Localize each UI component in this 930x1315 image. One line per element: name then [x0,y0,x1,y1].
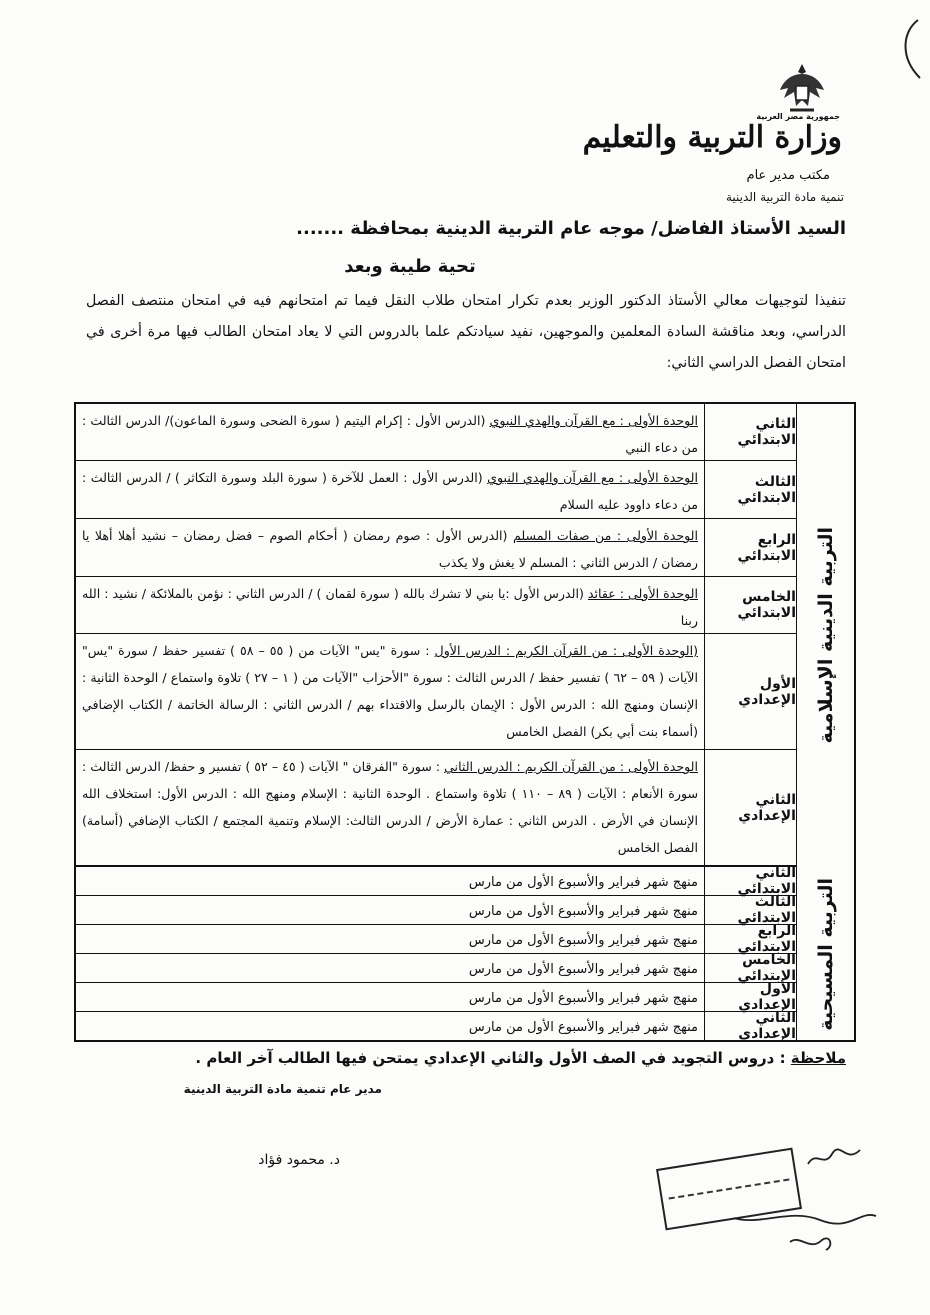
table-row [76,519,796,577]
office-label: مكتب مدير عام [746,168,830,183]
table-row [76,983,796,1012]
lessons-cell: منهج شهر فبراير والأسبوع الأول من مارس [468,962,698,977]
lessons-cell: الوحدة الأولى : مع القرآن والهدي النبوي (الدرس الأول : إكرام اليتيم ( سورة الضحى وسورة الماعون)/ الدرس الثالث : من دعاء النبي [82,413,698,455]
grade-cell: الرابع الابتدائي [704,519,796,576]
subject-cell-islamic: التربية الدينية الإسلامية [796,404,854,867]
lessons-cell: الوحدة الأولى : مع القرآن والهدي النبوي (الدرس الأول : العمل للآخرة ( سورة البلد وسورة التكاثر ) / الدرس الثالث : من دعاء داوود عليه السلام [82,470,698,512]
table-row [76,925,796,954]
grade-cell: الثاني الابتدائي [704,404,796,460]
subject-cell-christian: التربية المسيحية [796,867,854,1042]
table-row [76,896,796,925]
table-row [76,404,796,461]
republic-label: جمهورية مصر العربية [756,112,840,121]
grade-cell: الأول الإعدادي [704,634,796,749]
table-row [76,750,796,867]
lessons-cell: (الوحدة الأولى : من القرآن الكريم : الدرس الأول : سورة "يس" الآيات من ( ٥٥ – ٥٨ ) تفسير حفظ / سورة "يس" الآيات ( ٥٩ – ٦٢ ) تفسير حفظ / الدرس الثالث : سورة "الأحزاب "الآيات من ( ١ – ٢٧ ) تلاوة واستماع / الوحدة الثانية : الإنسان ومنهج الله : الدرس الأول : الإيمان بالرسل والاقتداء بهم / الدرس الثاني : الرسالة الخاتمة / الكتاب الإضافي (أسماء بنت أبي بكر) الفصل الخامس [82,643,698,739]
eagle-emblem-icon [772,60,832,116]
signatory-title: مدير عام تنمية مادة التربية الدينية [183,1082,382,1096]
table-row [76,577,796,634]
grade-cell: الخامس الابتدائي [704,577,796,633]
table-row [76,634,796,750]
lessons-cell: منهج شهر فبراير والأسبوع الأول من مارس [468,991,698,1006]
grade-cell: الثالث الابتدائي [704,896,796,924]
lessons-cell: منهج شهر فبراير والأسبوع الأول من مارس [468,875,698,890]
note-line: ملاحظة : دروس التجويد في الصف الأول والثاني الإعدادي يمتحن فيها الطالب آخر العام . [195,1049,846,1067]
handwritten-date-signature [730,1198,880,1258]
table-row [76,954,796,983]
ministry-logo-text: وزارة التربية والتعليم [582,120,842,155]
grade-cell: الرابع الابتدائي [704,925,796,953]
lessons-cell: الوحدة الأولى : عقائد (الدرس الأول :يا بني لا تشرك بالله ( سورة لقمان ) / الدرس الثاني : نؤمن بالملائكة / نشيد : الله ربنا [82,586,698,628]
addressee-line: السيد الأستاذ الفاضل/ موجه عام التربية الدينية بمحافظة ....... [296,218,846,239]
table-row [76,867,796,896]
grade-cell: الثاني الإعدادي [704,750,796,865]
lessons-cell: الوحدة الأولى : من القرآن الكريم : الدرس الثاني : سورة "الفرقان " الآيات ( ٤٥ – ٥٢ ) تفسير و حفظ/ الدرس الثالث : سورة الأنعام : الآيات ( ٨٩ – ١١٠ ) تلاوة واستماع . الوحدة الثانية : الإسلام ومنهج الله : الدرس الأول: استخلاف الله الإنسان في الأرض . الدرس الثاني : عمارة الأرض / الدرس الثالث: الإسلام وتنمية المجتمع / الكتاب الإضافي (أسامة) الفصل الخامس [82,759,699,855]
signatory-name: د. محمود فؤاد [258,1152,340,1168]
grade-cell: الثاني الابتدائي [704,867,796,895]
intro-paragraph: تنفيذا لتوجيهات معالي الأستاذ الدكتور الوزير بعدم تكرار امتحان طلاب النقل فيما تم امتحانهم فيه في امتحان منتصف الفصل الدراسي، وبعد مناقشة السادة المعلمين والموجهين، نفيد سيادتكم علما بالدروس التي لا يعاد امتحان الطالب فيها مرة أخرى في امتحان الفصل الدراسي الثاني: [86,293,846,371]
lessons-cell: منهج شهر فبراير والأسبوع الأول من مارس [468,933,698,948]
grade-cell: الثاني الإعدادي [704,1012,796,1040]
grade-cell: الأول الإعدادي [704,983,796,1011]
lessons-cell: منهج شهر فبراير والأسبوع الأول من مارس [468,1020,698,1035]
handwritten-bracket [896,18,924,82]
greeting-line: تحية طيبة وبعد [344,256,476,277]
grade-cell: الثالث الابتدائي [704,461,796,518]
handwritten-mark [806,1144,862,1172]
table-row [76,461,796,519]
lessons-table [74,402,856,1042]
grade-cell: الخامس الابتدائي [704,954,796,982]
table-row [76,1012,796,1040]
lessons-cell: منهج شهر فبراير والأسبوع الأول من مارس [468,904,698,919]
department-label: تنمية مادة التربية الدينية [725,190,844,204]
lessons-cell: الوحدة الأولى : من صفات المسلم (الدرس الأول : صوم رمضان ( أحكام الصوم – فضل رمضان – نشيد أهلا أهلا يا رمضان / الدرس الثاني : المسلم لا يغش ولا يكذب [82,528,698,570]
